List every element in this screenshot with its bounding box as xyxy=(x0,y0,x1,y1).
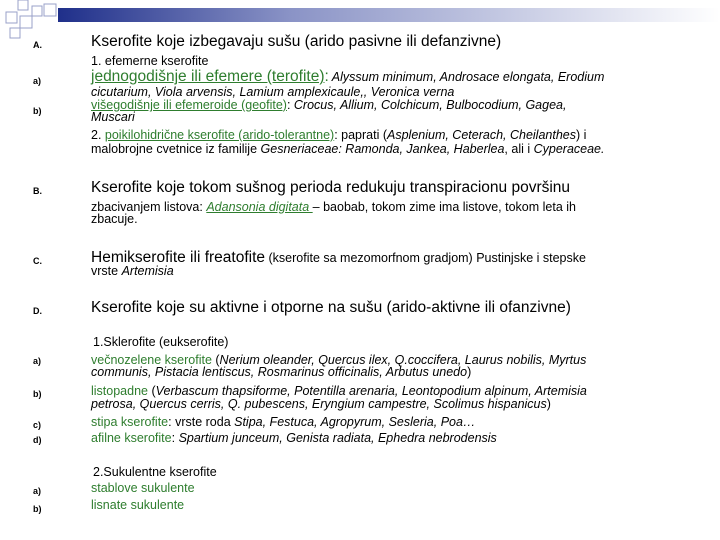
section-c-marker: C. xyxy=(33,256,42,266)
item-a-species: Alyssum minimum, Androsace elongata, Erodium xyxy=(328,70,605,84)
item-b-term: višegodišnje ili efemeroide (geofite) xyxy=(91,98,287,112)
item-d2-b-marker: b) xyxy=(33,504,42,514)
poikilohydric-text1: : paprati ( xyxy=(334,128,387,142)
evergreen-species: Nerium oleander, Quercus ilex, Q.coccifera, Laurus nobilis, Myrtus xyxy=(219,353,587,367)
poikilohydric-line2 xyxy=(91,143,604,155)
item-d2-a-marker: a) xyxy=(33,486,42,496)
poikilohydric-term: poikilohidrične kserofite (arido-tolerantne) xyxy=(104,128,335,142)
poikilohydric-text4: , ali i xyxy=(504,142,534,156)
adansonia-species: Adansonia digitata xyxy=(206,200,313,214)
cyperaceae-label: Cyperaceae. xyxy=(533,142,605,156)
artemisia-species: Artemisia xyxy=(121,264,174,278)
stipa-text: : vrste roda xyxy=(168,415,235,429)
item-b-marker: b) xyxy=(33,106,42,116)
evergreen-open: ( xyxy=(211,353,220,367)
deciduous-term: listopadne xyxy=(91,384,148,398)
deciduous-open: ( xyxy=(148,384,156,398)
sklerofite-subheading: 1.Sklerofite (eukserofite) xyxy=(93,335,229,349)
item-d-c-marker: c) xyxy=(33,420,42,430)
evergreen-species-2: communis, Pistacia lentiscus, Rosmarinus officinalis, Arbutus unedo xyxy=(91,365,468,379)
section-c-note: (kserofite sa mezomorfnom gradjom) Pustinjske i stepske xyxy=(265,251,586,265)
sukulentne-subheading: 2.Sukulentne kserofite xyxy=(93,465,217,479)
item-a-marker: a) xyxy=(33,76,42,86)
item-d-b-line1 xyxy=(91,385,587,397)
stipa-term: stipa kserofite xyxy=(91,415,169,429)
item-b-species: Crocus, Allium, Colchicum, Bulbocodium, Gagea, xyxy=(293,98,567,112)
evergreen-close: ) xyxy=(467,365,472,379)
item-a-colon: : xyxy=(324,68,329,85)
aphyllous-species: Spartium junceum, Genista radiata, Ephedra nebrodensis xyxy=(178,431,497,445)
section-a-subheading: 1. efemerne kserofite xyxy=(91,54,209,68)
leaf-succulents-term: lisnate sukulente xyxy=(91,498,185,512)
gesneriaceae-species: Gesneriaceae: Ramonda, Jankea, Haberlea xyxy=(260,142,505,156)
item-d-a-marker: a) xyxy=(33,356,42,366)
item-b-line1 xyxy=(91,99,566,111)
evergreen-term: večnozelene kserofite xyxy=(91,353,212,367)
section-c-text: vrste xyxy=(91,264,122,278)
item-d-b-marker: b) xyxy=(33,389,42,399)
item-d-a-line2 xyxy=(91,366,471,378)
deciduous-species-2: petrosa, Quercus cerris, Q. pubescens, Eryngium campestre, Scolimus hispanicus xyxy=(91,397,547,411)
poikilohydric-text2: ) i xyxy=(576,128,587,142)
item-a-line2: cicutarium, Viola arvensis, Lamium amplexicaule,, Veronica verna xyxy=(91,85,455,99)
section-d-heading: Kserofite koje su aktivne i otporne na sušu (arido-aktivne ili ofanzivne) xyxy=(91,299,571,316)
item-a-term: jednogodišnje ili efemere (terofite) xyxy=(91,68,325,85)
section-b-marker: B. xyxy=(33,186,42,196)
item-b-colon: : xyxy=(286,98,294,112)
section-b-text2: – baobab, tokom zime ima listove, tokom leta ih xyxy=(312,200,576,214)
section-b-line1 xyxy=(91,201,576,213)
item-b-line2: Muscari xyxy=(91,110,135,124)
poikilohydric-species: Asplenium, Ceterach, Cheilanthes xyxy=(387,128,576,142)
section-a-heading: Kserofite koje izbegavaju sušu (arido pasivne ili defanzivne) xyxy=(91,33,502,50)
stipa-species: Stipa, Festuca, Agropyrum, Sesleria, Poa… xyxy=(234,415,476,429)
stem-succulents-term: stablove sukulente xyxy=(91,481,195,495)
item-a-line1 xyxy=(91,68,604,86)
section-b-heading: Kserofite koje tokom sušnog perioda redukuju transpiracionu površinu xyxy=(91,179,571,196)
section-a-marker: A. xyxy=(33,40,42,50)
item-d-b-line2 xyxy=(91,398,551,410)
section-b-text1: zbacivanjem listova: xyxy=(91,200,207,214)
section-c-heading: Hemikserofite ili freatofite xyxy=(91,249,266,266)
deciduous-species: Verbascum thapsiforme, Potentilla arenaria, Leontopodium alpinum, Artemisia xyxy=(155,384,587,398)
section-d-marker: D. xyxy=(33,306,42,316)
poikilohydric-line1 xyxy=(91,129,586,141)
aphyllous-text: : xyxy=(171,431,179,445)
item-d-d-marker: d) xyxy=(33,435,42,445)
poikilohydric-number: 2. xyxy=(91,128,105,142)
item-d-d-line xyxy=(91,432,497,444)
aphyllous-term: afilne kserofite xyxy=(91,431,172,445)
section-b-line2: zbacuje. xyxy=(91,212,138,226)
deciduous-close: ) xyxy=(546,397,551,411)
item-d-c-line xyxy=(91,416,475,428)
section-c-line2 xyxy=(91,265,174,277)
poikilohydric-text3: malobrojne cvetnice iz familije xyxy=(91,142,261,156)
